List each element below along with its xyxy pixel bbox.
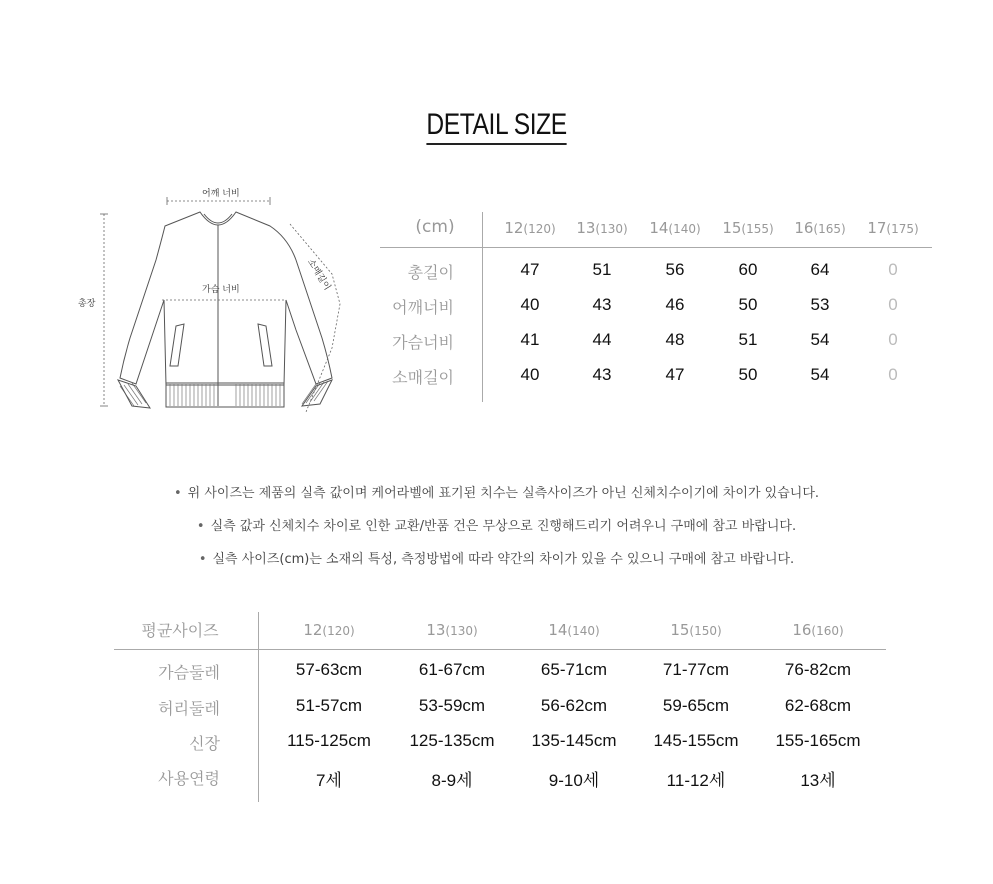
table-cell: 71-77cm [662, 660, 730, 679]
total-length-label: 총장 [78, 299, 96, 309]
size-col-main: 13 [576, 219, 596, 237]
table-cell: 51 [738, 330, 758, 349]
table-cell: 51-57cm [295, 696, 363, 715]
avg-col-header [514, 621, 634, 639]
avg-col-sub: (120) [322, 624, 355, 638]
table-cell: 56 [665, 260, 685, 279]
sleeve-length-label: 소매길이 [304, 257, 332, 293]
row-label: 어깨너비 [392, 298, 454, 317]
table-cell: 65-71cm [540, 660, 608, 679]
size-col-main: 14 [649, 219, 669, 237]
size-col-main: 12 [504, 219, 524, 237]
page-title: DETAIL SIZE [426, 108, 566, 145]
table-cell: 57-63cm [295, 660, 363, 679]
shoulder-width-label: 어깨 너비 [202, 189, 240, 199]
size-table [380, 212, 932, 402]
size-col-header [858, 219, 928, 237]
size-col-sub: (155) [741, 222, 774, 236]
avg-header-label: 평균사이즈 [141, 621, 219, 640]
table-cell: 53-59cm [418, 696, 486, 715]
table-cell: 44 [592, 330, 612, 349]
avg-col-main: 14 [548, 621, 568, 639]
table-cell: 54 [810, 365, 830, 384]
row-label: 소매길이 [392, 368, 454, 387]
table-cell: 40 [520, 295, 540, 314]
table-cell: 13세 [800, 771, 836, 790]
row-label: 신장 [189, 734, 220, 753]
note-item [0, 515, 993, 534]
table-cell: 50 [738, 365, 758, 384]
size-col-header [495, 219, 565, 237]
row-label: 가슴너비 [392, 333, 454, 352]
avg-col-main: 16 [792, 621, 812, 639]
row-label: 가슴둘레 [158, 663, 220, 682]
note-text: 위 사이즈는 제품의 실측 값이며 케어라벨에 표기된 치수는 실측사이즈가 아닌 신체치수이기에 차이가 있습니다. [187, 486, 820, 501]
size-col-main: 15 [722, 219, 742, 237]
column-divider [482, 212, 483, 402]
avg-col-main: 12 [303, 621, 323, 639]
avg-col-main: 15 [670, 621, 690, 639]
chest-width-label: 가슴 너비 [202, 285, 240, 295]
size-col-header [713, 219, 783, 237]
header-divider [380, 247, 932, 248]
table-cell: 0 [888, 330, 898, 349]
size-col-sub: (165) [813, 222, 846, 236]
table-cell: 76-82cm [784, 660, 852, 679]
table-cell: 47 [665, 365, 685, 384]
table-cell: 60 [738, 260, 758, 279]
table-cell: 155-165cm [775, 731, 861, 750]
size-col-sub: (175) [886, 222, 919, 236]
bullet-icon: • [196, 519, 205, 534]
row-label: 사용연령 [158, 769, 220, 788]
size-col-sub: (140) [668, 222, 701, 236]
row-label: 허리둘레 [158, 699, 220, 718]
table-cell: 7세 [316, 771, 342, 790]
table-cell: 0 [888, 295, 898, 314]
avg-col-header [636, 621, 756, 639]
average-size-table [114, 612, 886, 802]
avg-col-sub: (140) [567, 624, 600, 638]
size-col-main: 16 [794, 219, 814, 237]
size-col-header [567, 219, 637, 237]
jacket-diagram [70, 180, 360, 420]
table-cell: 115-125cm [287, 731, 371, 750]
avg-col-header [269, 621, 389, 639]
table-cell: 0 [888, 365, 898, 384]
table-cell: 43 [592, 295, 612, 314]
table-cell: 59-65cm [662, 696, 730, 715]
size-col-sub: (130) [595, 222, 628, 236]
avg-col-sub: (130) [445, 624, 478, 638]
size-col-main: 17 [867, 219, 887, 237]
table-cell: 125-135cm [409, 731, 495, 750]
table-cell: 51 [592, 260, 612, 279]
avg-col-main: 13 [426, 621, 446, 639]
bullet-icon: • [198, 552, 207, 567]
note-item [0, 548, 993, 567]
table-cell: 56-62cm [540, 696, 608, 715]
avg-col-header [758, 621, 878, 639]
table-cell: 43 [592, 365, 612, 384]
note-text: 실측 사이즈(cm)는 소재의 특성, 측정방법에 따라 약간의 차이가 있을 수 있으니 구매에 참고 바랍니다. [212, 552, 795, 567]
table-cell: 53 [810, 295, 830, 314]
header-divider [114, 649, 886, 650]
size-col-header [640, 219, 710, 237]
table-cell: 8-9세 [431, 771, 473, 790]
size-col-sub: (120) [523, 222, 556, 236]
unit-label: (cm) [415, 217, 455, 237]
table-cell: 135-145cm [531, 731, 617, 750]
avg-col-header [392, 621, 512, 639]
table-cell: 9-10세 [548, 771, 600, 790]
table-cell: 41 [520, 330, 540, 349]
table-cell: 145-155cm [653, 731, 739, 750]
column-divider [258, 612, 259, 802]
table-cell: 40 [520, 365, 540, 384]
table-cell: 47 [520, 260, 540, 279]
bullet-icon: • [173, 486, 182, 501]
table-cell: 64 [810, 260, 830, 279]
table-cell: 50 [738, 295, 758, 314]
note-item [0, 482, 993, 501]
note-text: 실측 값과 신체치수 차이로 인한 교환/반품 건은 무상으로 진행해드리기 어려우니 구매에 참고 바랍니다. [210, 519, 797, 534]
table-cell: 11-12세 [666, 771, 726, 790]
jacket-illustration [70, 180, 360, 420]
table-cell: 61-67cm [418, 660, 486, 679]
page-title-wrap [0, 108, 993, 145]
table-cell: 0 [888, 260, 898, 279]
table-cell: 54 [810, 330, 830, 349]
row-label: 총길이 [407, 263, 454, 282]
size-col-header [785, 219, 855, 237]
table-cell: 46 [665, 295, 685, 314]
table-cell: 62-68cm [784, 696, 852, 715]
table-cell: 48 [665, 330, 685, 349]
avg-col-sub: (160) [811, 624, 844, 638]
avg-col-sub: (150) [689, 624, 722, 638]
